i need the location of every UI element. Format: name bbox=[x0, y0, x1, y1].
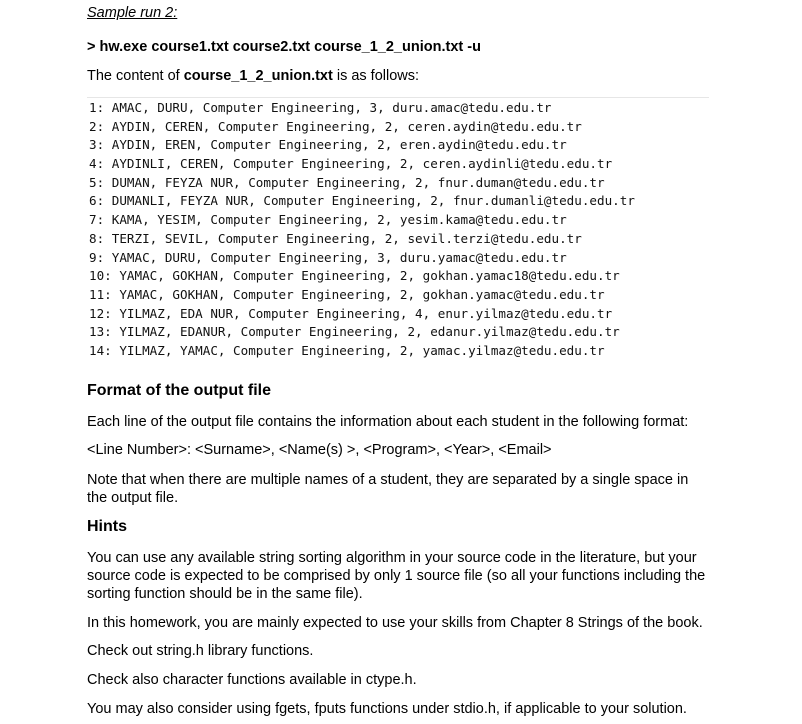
command-line: > hw.exe course1.txt course2.txt course_1_2_union.txt -u bbox=[87, 39, 481, 55]
sample-run-label: Sample run 2: bbox=[87, 5, 178, 21]
content-intro-suffix: is as follows: bbox=[332, 68, 420, 84]
file-line: 7: KAMA, YESIM, Computer Engineering, 2, yesim.kama@tedu.edu.tr bbox=[89, 212, 567, 227]
file-line: 5: DUMAN, FEYZA NUR, Computer Engineering, 2, fnur.duman@tedu.edu.tr bbox=[89, 175, 605, 190]
hint-paragraph: You may also consider using fgets, fputs functions under stdio.h, if applicable to your solution. bbox=[87, 701, 687, 717]
file-line: 6: DUMANLI, FEYZA NUR, Computer Engineering, 2, fnur.dumanli@tedu.edu.tr bbox=[89, 193, 635, 208]
file-line: 8: TERZI, SEVIL, Computer Engineering, 2, sevil.terzi@tedu.edu.tr bbox=[89, 231, 582, 246]
file-line: 11: YAMAC, GOKHAN, Computer Engineering, 2, gokhan.yamac@tedu.edu.tr bbox=[89, 287, 605, 302]
file-line: 10: YAMAC, GOKHAN, Computer Engineering, 2, gokhan.yamac18@tedu.edu.tr bbox=[89, 268, 620, 283]
hint-paragraph: You can use any available string sorting algorithm in your source code in the literature, but your source code is expected to be comprised by only 1 source file (so all your functions including the sorting function should be in the same file). bbox=[87, 550, 706, 602]
hints-heading: Hints bbox=[87, 518, 127, 535]
file-line: 9: YAMAC, DURU, Computer Engineering, 3, duru.yamac@tedu.edu.tr bbox=[89, 250, 567, 265]
file-line: 13: YILMAZ, EDANUR, Computer Engineering, 2, edanur.yilmaz@tedu.edu.tr bbox=[89, 324, 620, 339]
file-line: 2: AYDIN, CEREN, Computer Engineering, 2, ceren.aydin@tedu.edu.tr bbox=[89, 119, 582, 134]
content-intro-prefix: The content of bbox=[87, 68, 184, 84]
content-intro bbox=[87, 68, 419, 84]
hint-paragraph: Check also character functions available in ctype.h. bbox=[87, 672, 417, 688]
format-line: <Line Number>: <Surname>, <Name(s) >, <Program>, <Year>, <Email> bbox=[87, 442, 552, 458]
file-line: 4: AYDINLI, CEREN, Computer Engineering, 2, ceren.aydinli@tedu.edu.tr bbox=[89, 156, 613, 171]
format-description: Each line of the output file contains the information about each student in the following format: bbox=[87, 414, 689, 430]
hint-paragraph: Check out string.h library functions. bbox=[87, 643, 314, 659]
file-line: 14: YILMAZ, YAMAC, Computer Engineering, 2, yamac.yilmaz@tedu.edu.tr bbox=[89, 343, 605, 358]
format-heading: Format of the output file bbox=[87, 382, 271, 399]
file-line: 1: AMAC, DURU, Computer Engineering, 3, duru.amac@tedu.edu.tr bbox=[89, 100, 552, 115]
hint-paragraph: In this homework, you are mainly expected to use your skills from Chapter 8 Strings of the book. bbox=[87, 615, 703, 631]
file-line: 12: YILMAZ, EDA NUR, Computer Engineering, 4, enur.yilmaz@tedu.edu.tr bbox=[89, 306, 613, 321]
content-intro-filename: course_1_2_union.txt bbox=[183, 68, 333, 84]
format-note: Note that when there are multiple names of a student, they are separated by a single space in the output file. bbox=[87, 472, 689, 506]
file-content-listing bbox=[87, 97, 709, 362]
file-line: 3: AYDIN, EREN, Computer Engineering, 2, eren.aydin@tedu.edu.tr bbox=[89, 137, 567, 152]
